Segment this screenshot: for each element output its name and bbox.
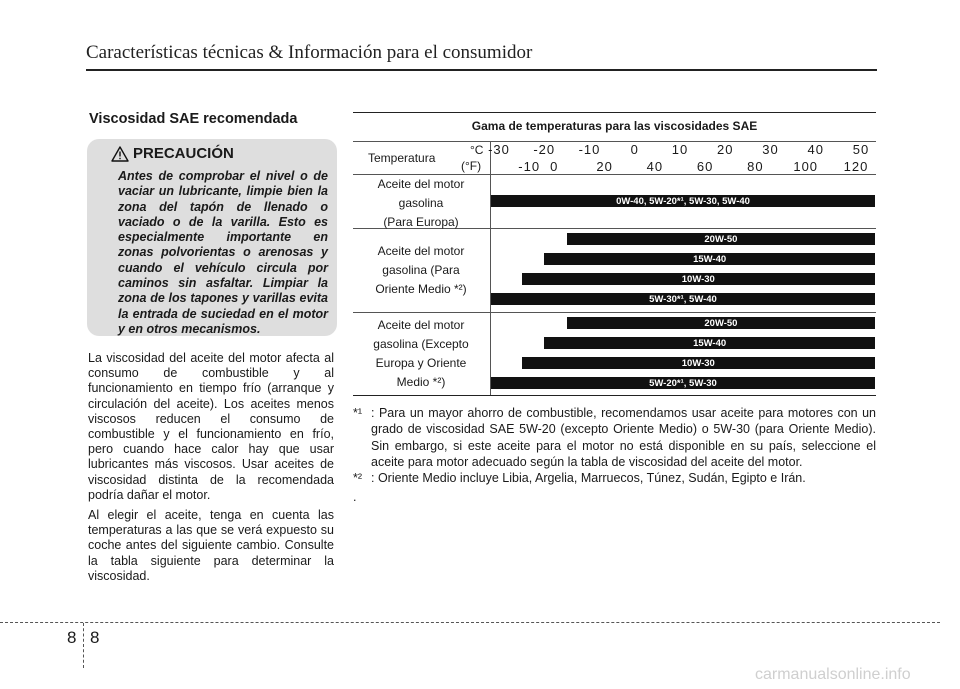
footer-rule: [0, 622, 940, 623]
row-label-line: (Para Europa): [383, 215, 459, 229]
watermark: carmanualsonline.info: [755, 666, 911, 683]
section-heading: Viscosidad SAE recomendada: [89, 111, 298, 127]
fahrenheit-tick: 20: [596, 159, 613, 174]
fahrenheit-tick: 80: [747, 159, 764, 174]
caution-box: [87, 139, 337, 336]
viscosity-bar: 20W-50: [567, 233, 875, 245]
footnotes: [353, 405, 876, 506]
footnote-mark: *²: [353, 471, 363, 486]
row-label-line: gasolina (Excepto: [373, 337, 469, 351]
body-paragraph: Al elegir el aceite, tenga en cuenta las temperaturas a las que se verá expuesto su coche antes del siguiente cambio. Consulte la tabla siguiente para determinar la viscosidad.: [88, 508, 334, 583]
footer-separator: [83, 623, 84, 668]
caution-title: [111, 145, 234, 162]
row-label-line: gasolina (Para: [382, 263, 460, 277]
table-column-divider: [490, 141, 491, 395]
fahrenheit-tick: 60: [696, 159, 714, 174]
viscosity-bar: 15W-40: [544, 337, 875, 349]
celsius-tick: -20: [533, 142, 556, 157]
footnote-2: [353, 470, 876, 486]
caution-title-text: PRECAUCIÓN: [133, 145, 234, 162]
fahrenheit-tick: 120: [843, 159, 869, 174]
viscosity-bar: 10W-30: [522, 357, 875, 369]
viscosity-bar: 20W-50: [567, 317, 875, 329]
celsius-tick: -30: [488, 142, 510, 157]
celsius-tick: 40: [807, 142, 824, 157]
header-rule: [86, 69, 877, 71]
row-label-middle-east: [353, 242, 489, 299]
celsius-tick: 0: [630, 142, 639, 157]
footnote-mark: *¹: [353, 406, 363, 420]
viscosity-bar: 5W-20*¹, 5W-30: [491, 377, 875, 389]
warning-triangle-icon: [111, 146, 129, 162]
page-header-title: Características técnicas & Información para el consumidor: [86, 42, 533, 63]
trailing-period: .: [353, 490, 357, 505]
fahrenheit-tick: 100: [793, 159, 819, 174]
caution-text: Antes de comprobar el nivel o de vaciar un lubricante, limpie bien la zona del tapón de llenado o vaciado o de la varilla. Esto es especialmente importante en zonas polvorientas o arenosas y cuando el vehículo circula por caminos sin asfaltar. Limpiar la zona de los tapones y varillas evita la entrada de suciedad en el motor y en otros mecanismos.: [118, 169, 328, 336]
row-label-line: Aceite del motor: [377, 177, 465, 191]
footnote-text: : Para un mayor ahorro de combustible, recomendamos usar aceite para motores con un grado de viscosidad SAE 5W-20 (excepto Oriente Medio) o 5W-30 (para Oriente Medio). Sin embargo, si este aceite para el motor no está disponible en su país, seleccione el aceite para motor adecuado según la tabla de viscosidad del aceite del motor.: [371, 406, 876, 469]
footnote-text: : Oriente Medio incluye Libia, Argelia, Marruecos, Túnez, Sudán, Egipto e Irán.: [371, 471, 806, 486]
viscosity-bar: 15W-40: [544, 253, 875, 265]
viscosity-bar: 10W-30: [522, 273, 875, 285]
body-text: [88, 351, 334, 589]
row-label-line: Oriente Medio *²): [375, 282, 467, 296]
celsius-scale: [488, 142, 875, 157]
row-label-line: gasolina: [398, 196, 444, 210]
row-label-line: Aceite del motor: [377, 244, 465, 258]
row-label-line: Medio *²): [396, 375, 446, 389]
viscosity-table: [353, 112, 876, 396]
table-title: Gama de temperaturas para las viscosidades SAE: [471, 119, 758, 133]
footnote-1: [353, 405, 876, 470]
fahrenheit-scale: [491, 159, 875, 173]
fahrenheit-tick: 40: [646, 159, 664, 174]
body-paragraph: La viscosidad del aceite del motor afecta al consumo de combustible y al funcionamiento en tiempo frío (arranque y circulación del aceite). Los aceites menos viscosos reducen el consumo de combustible y el funcionamiento en frío, pero cuando hace calor hay que usar lubricantes más viscosos. Usar aceites de viscosidad distinta de la recomendada podría dañar el motor.: [88, 351, 334, 502]
row-label-other: [353, 316, 489, 392]
fahrenheit-tick: 0: [550, 159, 559, 174]
chapter-number: 8: [67, 628, 77, 647]
viscosity-bar: 0W-40, 5W-20*¹, 5W-30, 5W-40: [491, 195, 875, 207]
viscosity-bar: 5W-30*¹, 5W-40: [491, 293, 875, 305]
celsius-tick: 20: [717, 142, 734, 157]
celsius-tick: 10: [671, 142, 689, 157]
celsius-tick: 30: [762, 142, 779, 157]
fahrenheit-unit: (°F): [461, 159, 482, 173]
fahrenheit-tick: -10: [518, 159, 541, 174]
celsius-tick: -10: [578, 142, 601, 157]
row-label-europe: [353, 175, 489, 232]
page-number: 8: [90, 628, 100, 647]
temperature-label: Temperatura: [368, 151, 436, 165]
table-divider: [353, 312, 876, 313]
row-label-line: Europa y Oriente: [375, 356, 467, 370]
row-label-line: Aceite del motor: [377, 318, 465, 332]
celsius-unit: °C: [470, 143, 484, 157]
celsius-tick: 50: [852, 142, 870, 157]
